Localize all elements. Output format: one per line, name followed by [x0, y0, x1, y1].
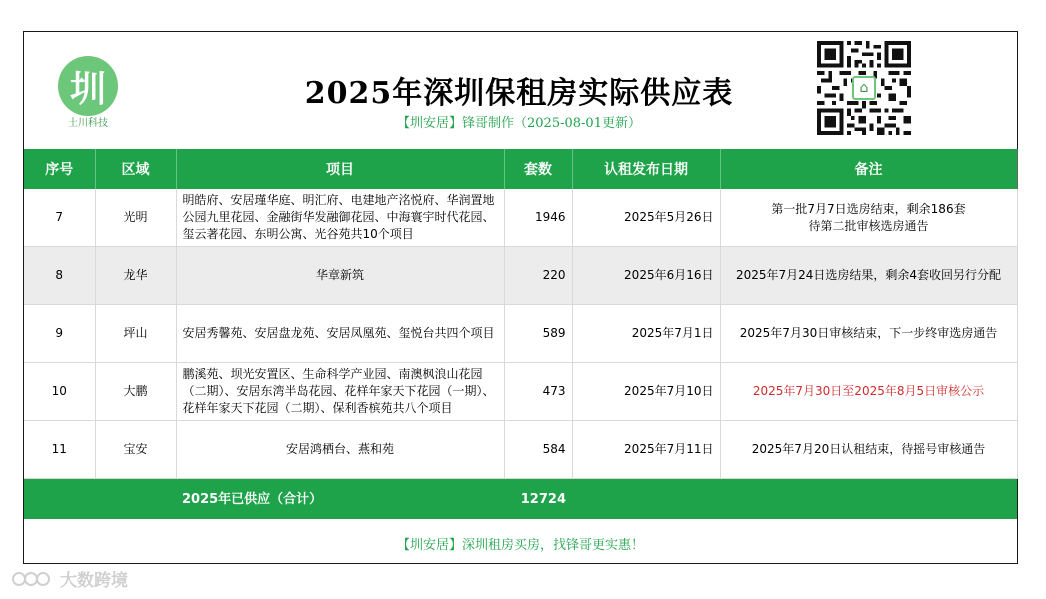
total-label: 2025年已供应（合计） — [176, 479, 504, 520]
col-header-date: 认租发布日期 — [572, 149, 720, 189]
cell-note: 2025年7月30日至2025年8月5日审核公示 — [720, 363, 1017, 421]
cell-count: 589 — [504, 305, 572, 363]
cell-count: 473 — [504, 363, 572, 421]
qr-code — [817, 41, 911, 135]
cell-project — [176, 363, 504, 421]
cell-no: 10 — [24, 363, 95, 421]
logo-char: 圳 — [69, 67, 106, 110]
table-row — [24, 305, 1017, 363]
cell-date: 2025年7月10日 — [572, 363, 720, 421]
table-row — [24, 247, 1017, 305]
watermark-text: 大数跨境 — [60, 571, 128, 591]
total-spacer — [720, 479, 1017, 520]
cell-no: 8 — [24, 247, 95, 305]
logo-badge — [58, 56, 118, 116]
watermark — [10, 566, 128, 591]
logo-caption: 土川科技 — [68, 118, 108, 129]
watermark-logo-icon — [10, 570, 56, 588]
total-spacer — [24, 479, 95, 520]
total-row — [24, 479, 1017, 520]
table-header-row — [24, 149, 1017, 189]
col-header-project: 项目 — [176, 149, 504, 189]
cell-project: 华章新筑 — [176, 247, 504, 305]
table-row — [24, 421, 1017, 479]
cell-project: 安居鸿栖台、燕和苑 — [176, 421, 504, 479]
total-spacer — [95, 479, 176, 520]
col-header-count: 套数 — [504, 149, 572, 189]
cell-area: 龙华 — [95, 247, 176, 305]
cell-area: 坪山 — [95, 305, 176, 363]
cell-area: 光明 — [95, 189, 176, 247]
cell-project-text: 明皓府、安居瑾华庭、明汇府、电建地产洺悦府、华润置地公园九里花园、金融街华发融御花园、中海寰宇时代花园、玺云著花园、东明公寓、光谷苑共10个项目 — [182, 193, 495, 241]
total-spacer — [572, 479, 720, 520]
col-header-note: 备注 — [720, 149, 1017, 189]
cell-date: 2025年7月11日 — [572, 421, 720, 479]
cell-area: 宝安 — [95, 421, 176, 479]
cell-note: 2025年7月20日认租结束，待摇号审核通告 — [720, 421, 1017, 479]
cell-date: 2025年6月16日 — [572, 247, 720, 305]
page-subtitle: 【圳安居】锋哥制作（2025-08-01更新） — [397, 116, 641, 131]
table-row — [24, 189, 1017, 247]
cell-no: 9 — [24, 305, 95, 363]
cell-count: 584 — [504, 421, 572, 479]
col-header-no: 序号 — [24, 149, 95, 189]
cell-note: 第一批7月7日选房结束，剩余186套 待第二批审核选房通告 — [720, 189, 1017, 247]
table-row — [24, 363, 1017, 421]
total-value: 12724 — [504, 479, 572, 520]
cell-count: 1946 — [504, 189, 572, 247]
cell-count: 220 — [504, 247, 572, 305]
cell-date: 2025年7月1日 — [572, 305, 720, 363]
cell-note: 2025年7月30日审核结束，下一步终审选房通告 — [720, 305, 1017, 363]
cell-no: 11 — [24, 421, 95, 479]
footer-slogan: 【圳安居】深圳租房买房，找锋哥更实惠！ — [396, 538, 644, 553]
cell-date: 2025年5月26日 — [572, 189, 720, 247]
cell-project — [176, 305, 504, 363]
cell-project-text: 安居秀馨苑、安居盘龙苑、安居凤凰苑、玺悦台共四个项目 — [182, 326, 495, 340]
cell-project — [176, 189, 504, 247]
supply-sheet — [23, 31, 1018, 564]
cell-project-text: 鹏溪苑、坝光安置区、生命科学产业园、南澳枫浪山花园（二期）、安居东湾半岛花园、花样年家天下花园（一期）、花样年家天下花园（二期）、保利香槟苑共八个项目 — [182, 367, 495, 415]
supply-table — [24, 149, 1018, 519]
cell-area: 大鹏 — [95, 363, 176, 421]
cell-note: 2025年7月24日选房结果，剩余4套收回另行分配 — [720, 247, 1017, 305]
house-icon: ⌂ — [852, 76, 876, 100]
col-header-area: 区域 — [95, 149, 176, 189]
cell-no: 7 — [24, 189, 95, 247]
page-title: 2025年深圳保租房实际供应表 — [304, 76, 734, 111]
